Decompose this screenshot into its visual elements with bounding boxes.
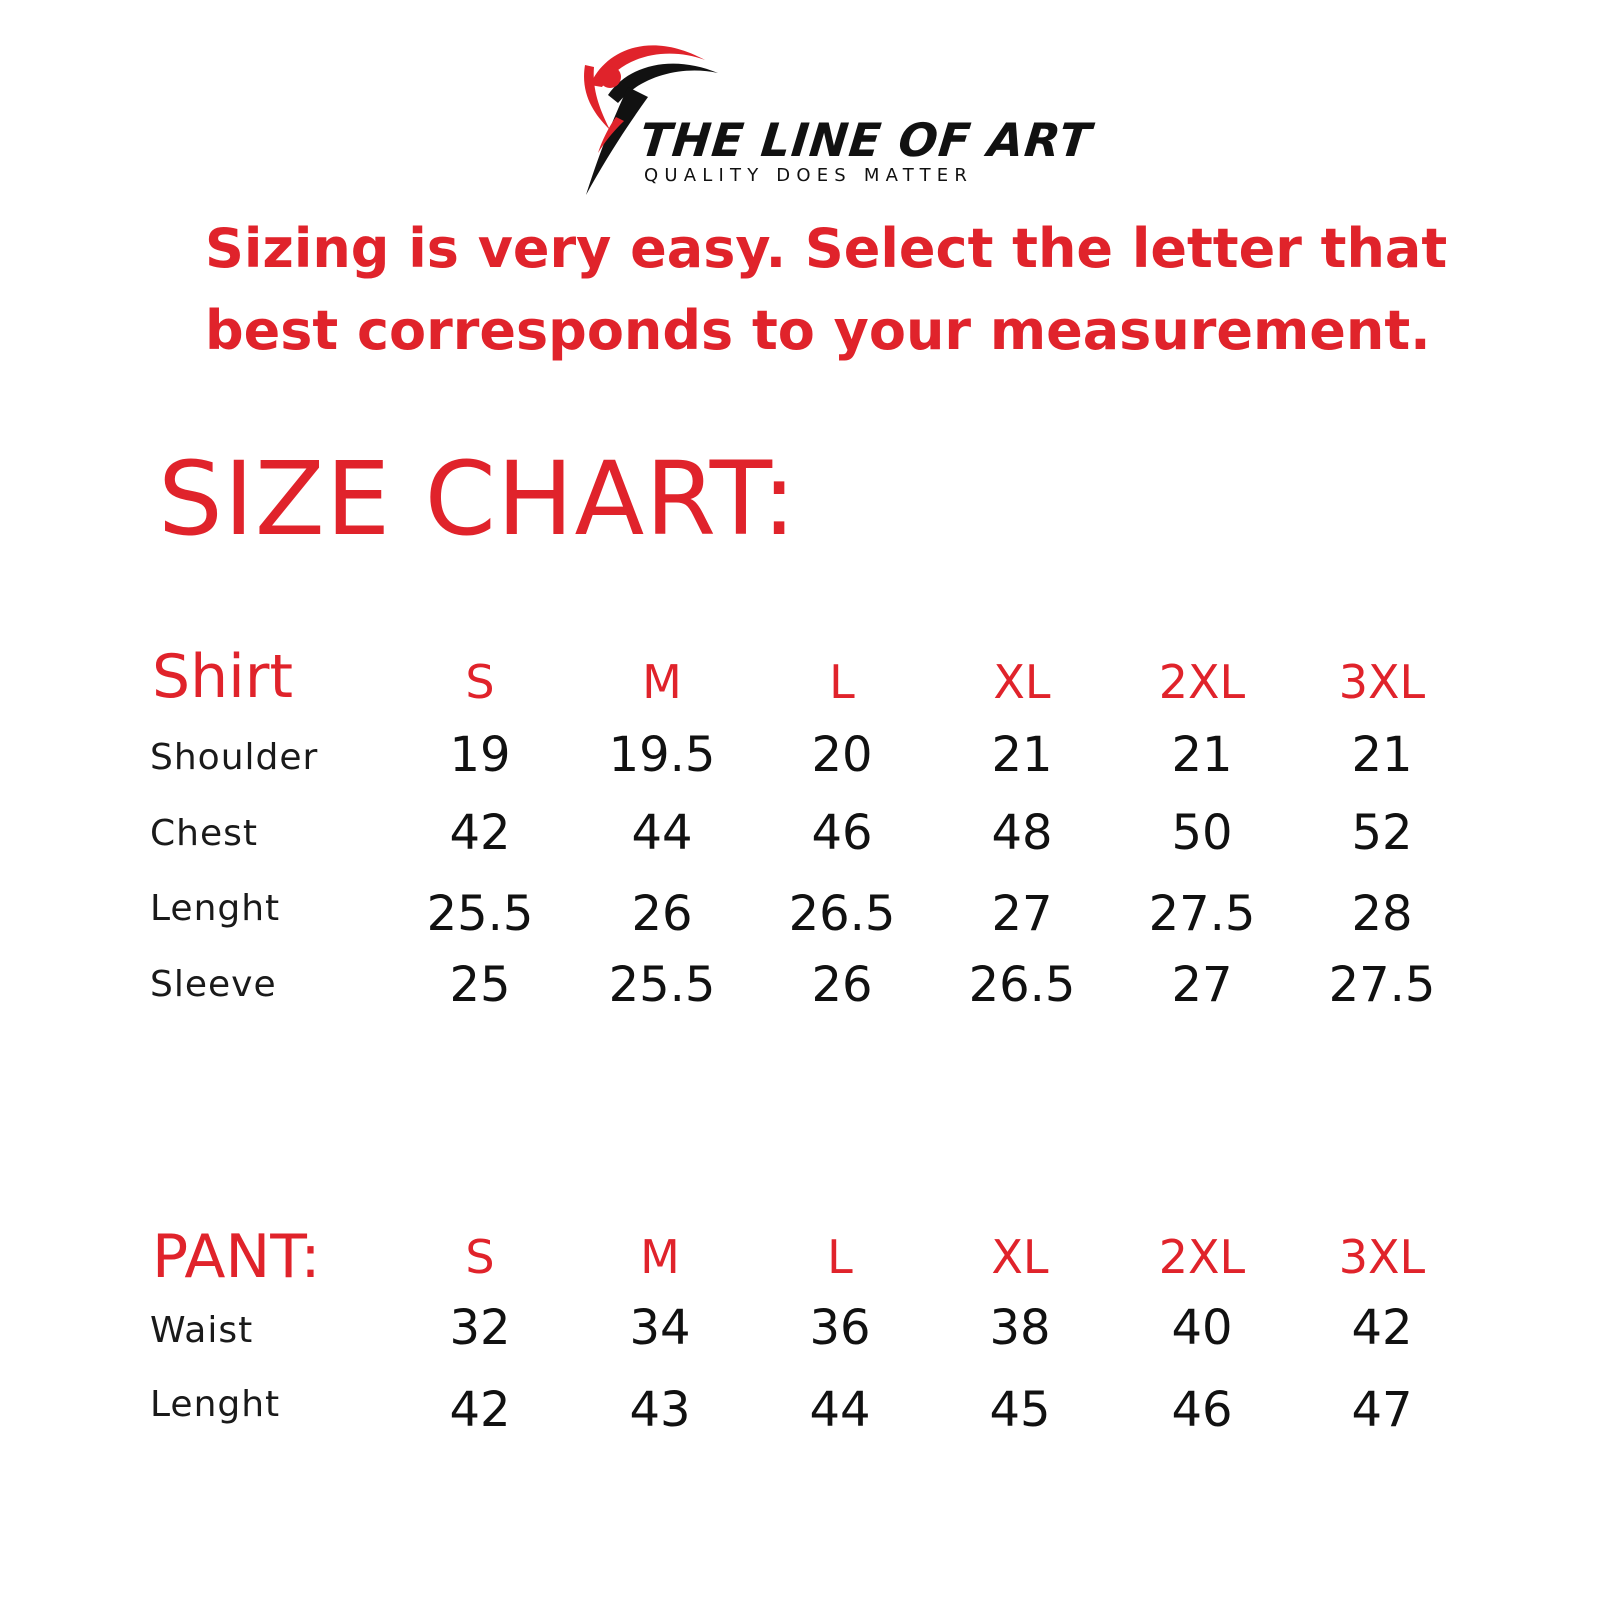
shirt-cell: 48 [991,805,1053,861]
shirt-size-header: 2XL [1158,655,1246,709]
shirt-cell: 25.5 [426,886,534,942]
shirt-cell: 27 [1171,957,1233,1013]
shirt-size-header: 3XL [1338,655,1426,709]
pant-cell: 44 [809,1382,871,1438]
pant-cell: 34 [629,1300,691,1356]
shirt-cell: 26.5 [788,886,896,942]
pant-title: PANT: [152,1222,321,1292]
shirt-cell: 50 [1171,805,1233,861]
shirt-cell: 21 [991,727,1053,783]
shirt-cell: 19 [449,727,511,783]
pant-row-label: Lenght [150,1384,281,1425]
pant-cell: 47 [1351,1382,1413,1438]
brand-tagline: QUALITY DOES MATTER [644,165,974,186]
brand-name: THE LINE OF ART [637,113,1095,167]
pant-cell: 32 [449,1300,511,1356]
shirt-cell: 28 [1351,886,1413,942]
pant-cell: 46 [1171,1382,1233,1438]
shirt-cell: 25 [449,957,511,1013]
pant-cell: 40 [1171,1300,1233,1356]
shirt-cell: 27.5 [1328,957,1436,1013]
pant-size-header: 2XL [1158,1230,1246,1284]
pant-size-header: M [640,1230,680,1284]
shirt-cell: 26 [811,957,873,1013]
shirt-cell: 26 [631,886,693,942]
shirt-cell: 52 [1351,805,1413,861]
shirt-row-label: Sleeve [150,964,277,1005]
shirt-cell: 46 [811,805,873,861]
shirt-cell: 20 [811,727,873,783]
shirt-cell: 19.5 [608,727,716,783]
shirt-row-label: Lenght [150,888,281,929]
pant-size-header: S [465,1230,495,1284]
shirt-row-label: Chest [150,813,258,854]
pant-cell: 38 [989,1300,1051,1356]
shirt-cell: 25.5 [608,957,716,1013]
shirt-row-label: Shoulder [150,737,319,778]
shirt-cell: 21 [1171,727,1233,783]
shirt-size-header: XL [993,655,1051,709]
pant-cell: 42 [449,1382,511,1438]
intro-line-2: best corresponds to your measurement. [205,299,1431,362]
brand-logo [580,25,1095,200]
pant-cell: 36 [809,1300,871,1356]
shirt-size-header: M [642,655,682,709]
pant-size-header: 3XL [1338,1230,1426,1284]
shirt-cell: 44 [631,805,693,861]
pant-row-label: Waist [150,1310,254,1351]
shirt-cell: 27 [991,886,1053,942]
pant-size-header: L [827,1230,853,1284]
shirt-cell: 42 [449,805,511,861]
shirt-size-header: S [465,655,495,709]
pant-cell: 42 [1351,1300,1413,1356]
intro-line-1: Sizing is very easy. Select the letter that [205,217,1448,280]
shirt-cell: 26.5 [968,957,1076,1013]
shirt-size-header: L [829,655,855,709]
shirt-cell: 21 [1351,727,1413,783]
size-chart-title: SIZE CHART: [158,440,798,559]
pant-cell: 45 [989,1382,1051,1438]
pant-cell: 43 [629,1382,691,1438]
pant-size-header: XL [991,1230,1049,1284]
intro-text [205,208,1465,372]
shirt-title: Shirt [152,642,293,712]
shirt-cell: 27.5 [1148,886,1256,942]
